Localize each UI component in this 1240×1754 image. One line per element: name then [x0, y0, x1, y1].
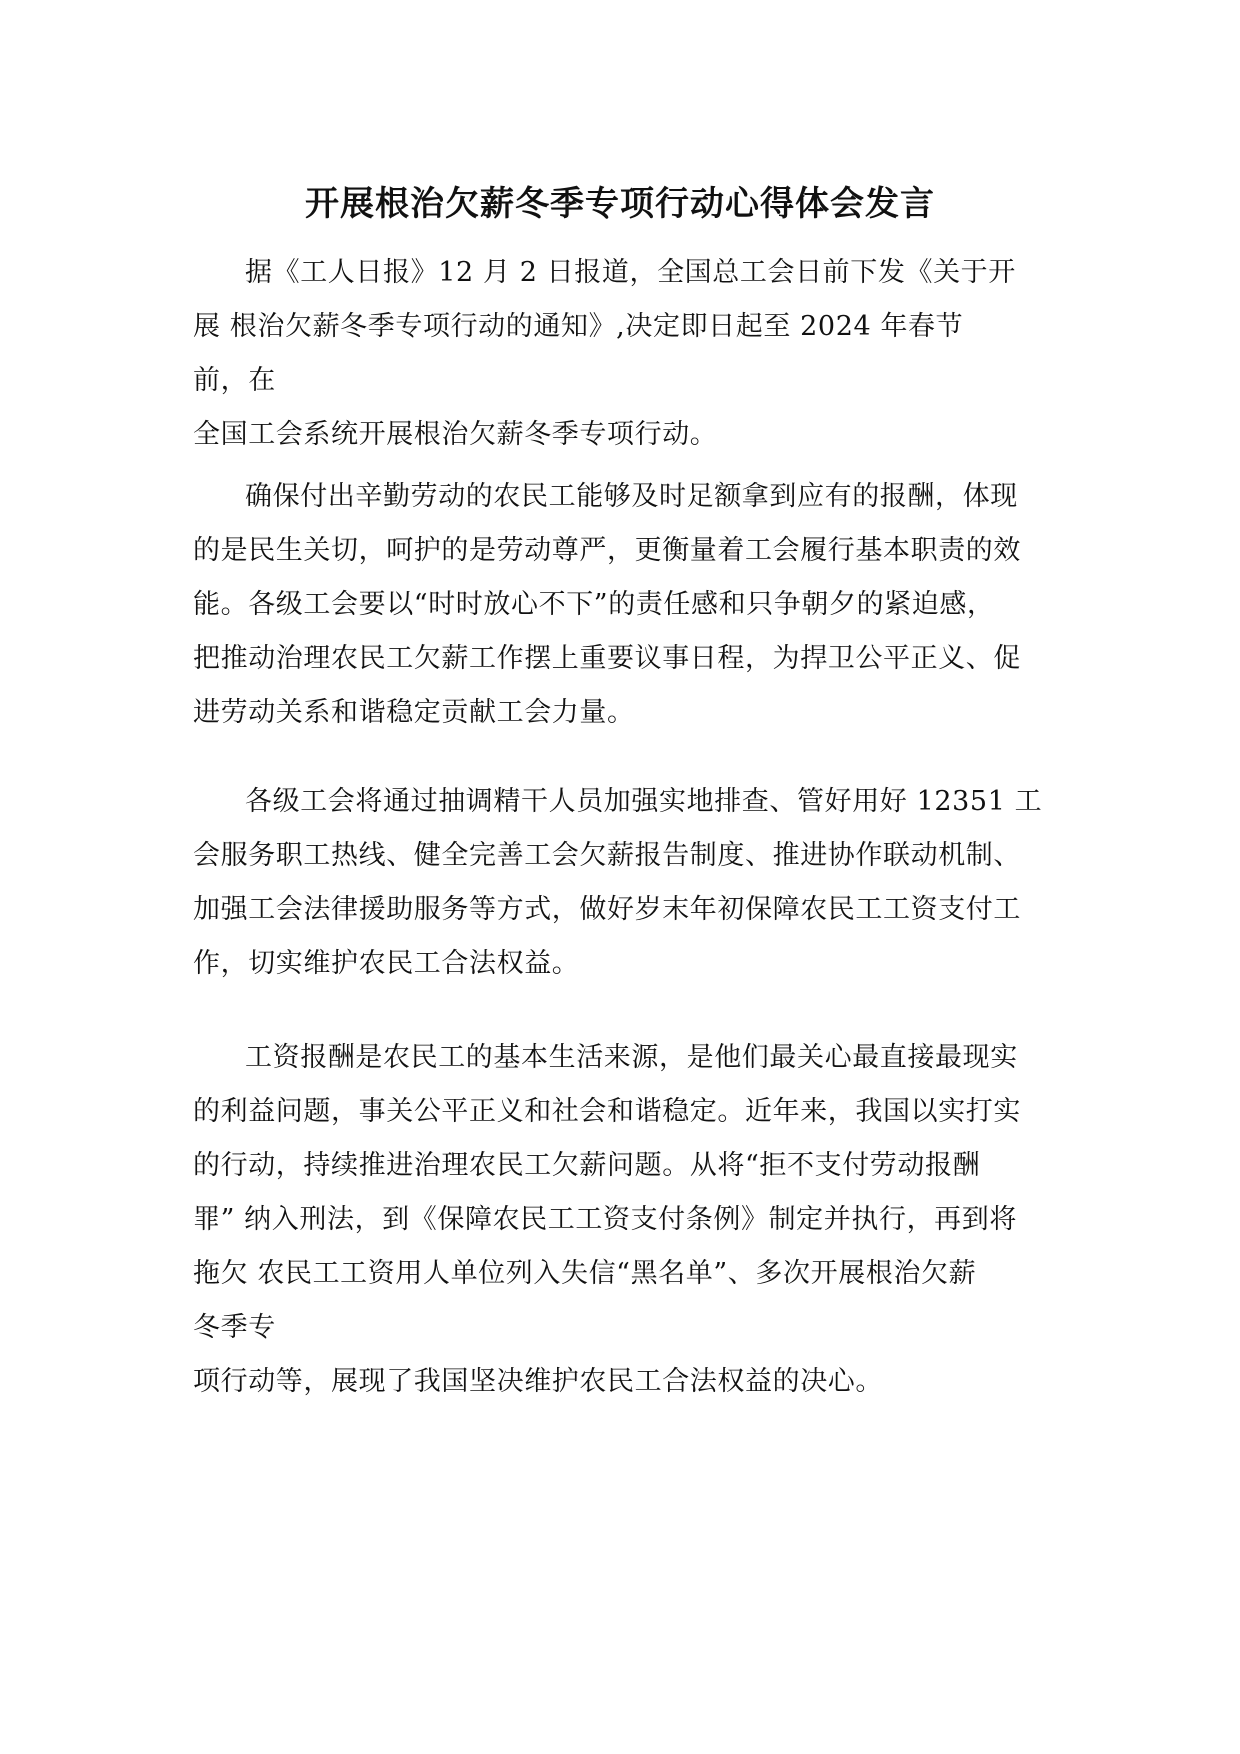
- paragraph-4: [193, 1031, 1053, 1409]
- paragraph-line: 据《工人日报》12 月 2 日报道，全国总工会日前下发《关于开: [245, 257, 1016, 288]
- paragraph-2: [193, 470, 1053, 740]
- paragraph-line: 确保付出辛勤劳动的农民工能够及时足额拿到应有的报酬，体现: [245, 481, 1018, 512]
- document-title: 开展根治欠薪冬季专项行动心得体会发言: [305, 184, 935, 224]
- paragraph-line: 的利益问题，事关公平正义和社会和谐稳定。近年来，我国以实打实: [193, 1096, 1021, 1127]
- paragraph-line: 工资报酬是农民工的基本生活来源，是他们最关心最直接最现实: [245, 1042, 1018, 1073]
- paragraph-line: 罪” 纳入刑法，到《保障农民工工资支付条例》制定并执行，再到将: [193, 1204, 1017, 1235]
- paragraph-line: 进劳动关系和谐稳定贡献工会力量。: [193, 697, 635, 728]
- paragraph-line: 展 根治欠薪冬季专项行动的通知》,决定即日起至 2024 年春节: [193, 311, 964, 342]
- paragraph-line: 前，在: [193, 365, 276, 396]
- paragraph-line: 的行动，持续推进治理农民工欠薪问题。从将“拒不支付劳动报酬: [193, 1150, 981, 1181]
- paragraph-3: [193, 775, 1053, 991]
- paragraph-line: 会服务职工热线、健全完善工会欠薪报告制度、推进协作联动机制、: [193, 840, 1021, 871]
- paragraph-line: 把推动治理农民工欠薪工作摆上重要议事日程，为捍卫公平正义、促: [193, 643, 1021, 674]
- paragraph-line: 能。各级工会要以“时时放心不下”的责任感和只争朝夕的紧迫感，: [193, 589, 995, 620]
- paragraph-line: 冬季专: [193, 1312, 276, 1343]
- paragraph-line: 加强工会法律援助服务等方式，做好岁末年初保障农民工工资支付工: [193, 894, 1021, 925]
- paragraph-line: 全国工会系统开展根治欠薪冬季专项行动。: [193, 419, 718, 450]
- paragraph-line: 项行动等，展现了我国坚决维护农民工合法权益的决心。: [193, 1366, 883, 1397]
- paragraph-line: 各级工会将通过抽调精干人员加强实地排查、管好用好 12351 工: [245, 786, 1043, 817]
- paragraph-line: 拖欠 农民工工资用人单位列入失信“黑名单”、多次开展根治欠薪: [193, 1258, 977, 1289]
- paragraph-line: 的是民生关切，呵护的是劳动尊严，更衡量着工会履行基本职责的效: [193, 535, 1021, 566]
- paragraph-line: 作，切实维护农民工合法权益。: [193, 948, 580, 979]
- paragraph-1: [193, 246, 1053, 462]
